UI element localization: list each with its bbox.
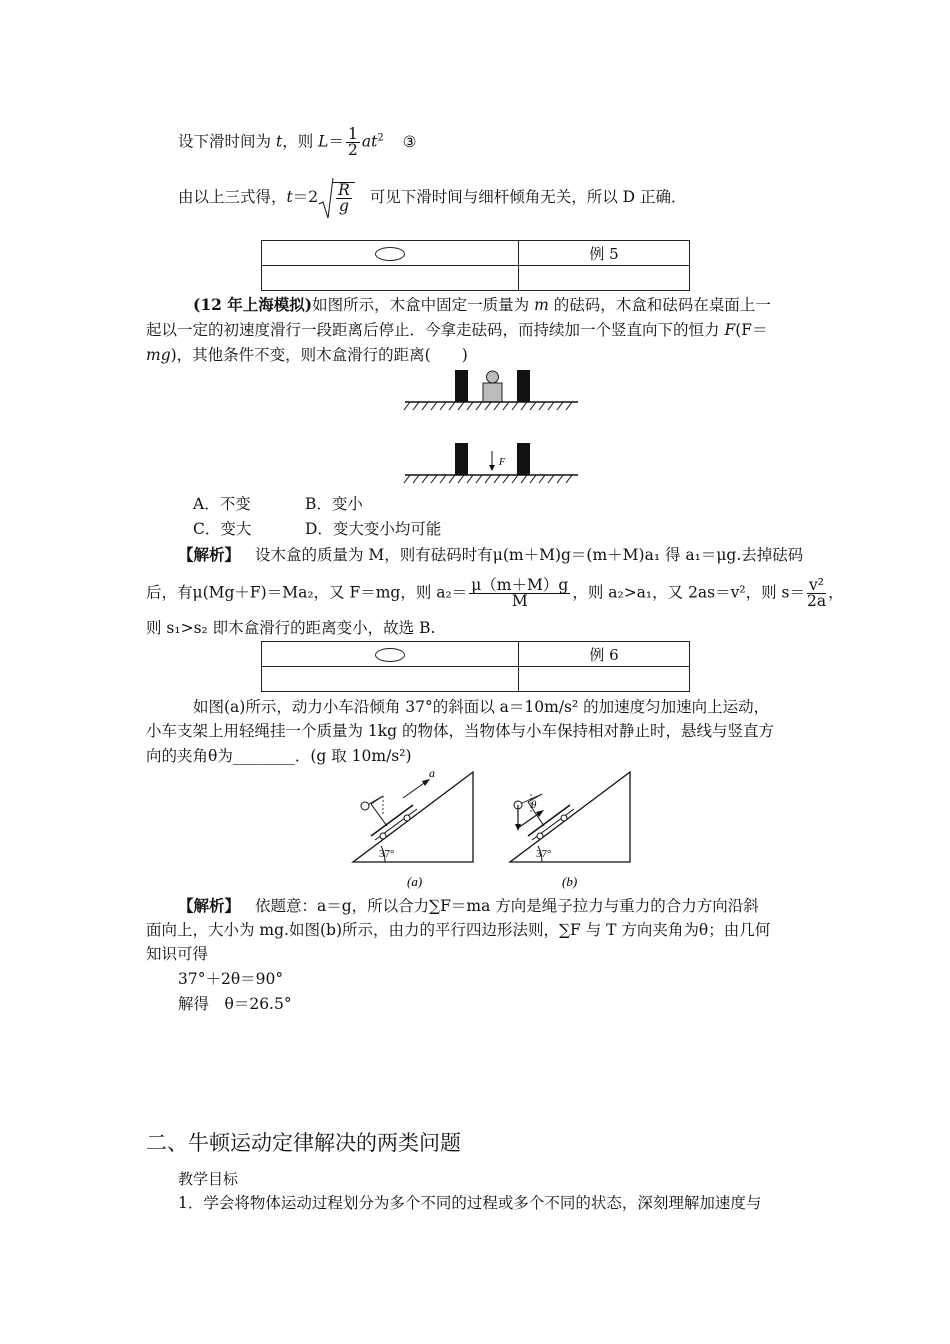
ex6-equation-2: 解得 θ＝26.5°	[178, 995, 292, 1013]
accel-arrow	[403, 781, 427, 798]
ex6-equation-1: 37°＋2θ＝90°	[178, 970, 284, 988]
solution-label: 【解析】	[178, 896, 241, 915]
box-wall-left	[455, 443, 468, 475]
var: t	[275, 132, 283, 151]
fraction	[469, 578, 570, 609]
frac-num: 1	[347, 125, 358, 143]
frac-den: g	[338, 197, 349, 215]
ground-hatch	[404, 475, 572, 483]
ex6-line1: 如图(a)所示，动力小车沿倾角 37°的斜面以 a＝10m/s² 的加速度匀加速向上运动，	[193, 698, 770, 716]
oval-icon	[375, 648, 405, 662]
options-row-2	[193, 519, 442, 539]
text: 设下滑时间为	[178, 132, 272, 151]
sqrt-icon	[318, 176, 334, 220]
oval-icon	[375, 247, 405, 261]
example-label: 例 6	[519, 642, 690, 667]
text: 如图所示，木盒中固定一质量为	[312, 296, 530, 314]
incline	[353, 772, 473, 862]
arrow-head-icon	[422, 779, 430, 786]
goal-title: 教学目标	[178, 1170, 239, 1188]
var: m	[534, 296, 549, 314]
fraction	[807, 578, 826, 609]
ex6-line2: 小车支架上用轻绳挂一个质量为 1kg 的物体，当物体与小车保持相对静止时，悬线与竖直方	[146, 722, 775, 740]
ground-hatch	[404, 402, 572, 410]
frac-num: v²	[807, 578, 826, 594]
cell	[262, 241, 519, 266]
wooden-box-figure	[400, 365, 580, 495]
slide-time-line	[178, 127, 417, 158]
wheel	[561, 815, 567, 821]
box-wall-left	[455, 370, 468, 402]
incline	[510, 772, 630, 862]
example5-header-table	[261, 240, 690, 291]
text: (F＝	[735, 321, 768, 339]
wheel	[380, 833, 386, 839]
hanging-mass	[361, 802, 369, 810]
angle-label: 37°	[536, 848, 552, 860]
text: 可见下滑时间与细杆倾角无关，所以 D 正确．	[369, 188, 687, 206]
ex6-solution-line2: 面向上，大小为 mg.如图(b)所示，由力的平行四边形法则，∑F 与 T 方向夹角为θ；由几何	[146, 921, 771, 939]
text: 的砝码，木盒和砝码在桌面上一	[553, 296, 771, 314]
frac-den: M	[511, 592, 528, 610]
text: 由以上三式得，	[178, 188, 287, 206]
ex5-solution-line1	[178, 545, 803, 565]
cart-mast	[371, 804, 387, 826]
var: at	[361, 132, 378, 151]
text: 后，有μ(Mg＋F)＝Ma₂，又 F＝mg，则 a₂＝	[146, 583, 468, 602]
figure-b-caption: (b)	[562, 874, 578, 889]
frac-den: 2	[347, 141, 358, 159]
example-label: 例 5	[519, 241, 690, 266]
text: 依题意：a＝g，所以合力∑F＝ma 方向是绳子拉力与重力的合力方向沿斜	[254, 897, 759, 915]
conclusion-line	[178, 176, 687, 220]
frac-den: 2a	[806, 592, 827, 610]
cell	[262, 266, 519, 291]
ex5-line3	[146, 345, 468, 365]
ex6-line3: 向的夹角θ为________．(g 取 10m/s²)	[146, 747, 412, 765]
cell	[519, 266, 690, 291]
text: )，其他条件不变，则木盒滑行的距离( )	[170, 346, 468, 364]
figure-b	[510, 772, 630, 862]
var: mg	[146, 346, 171, 364]
incline-figures	[345, 768, 645, 893]
frac-num: μ（m＋M）g	[471, 576, 569, 594]
weight-block	[483, 383, 502, 402]
var: F	[724, 321, 736, 339]
exp: 2	[377, 132, 384, 144]
ex5-line2	[146, 320, 768, 340]
options-row-1	[193, 494, 363, 514]
section-heading: 二、牛顿运动定律解决的两类问题	[146, 1131, 461, 1155]
force-label: F	[499, 457, 506, 468]
cell	[262, 667, 519, 692]
ex6-solution-line3: 知识可得	[146, 945, 209, 963]
text: ，则	[282, 132, 314, 151]
arrow-head-icon	[489, 465, 495, 471]
cell	[519, 667, 690, 692]
option-a: A．不变	[193, 495, 251, 513]
solution-label: 【解析】	[178, 545, 241, 564]
theta-label: θ	[531, 799, 537, 811]
source: (12 年上海模拟)	[193, 295, 313, 314]
weight-knob	[487, 371, 499, 383]
eq-mark: ③	[402, 132, 417, 151]
box-wall-right	[517, 443, 530, 475]
goal-1: 1．学会将物体运动过程划分为多个不同的过程或多个不同的状态，深刻理解加速度与	[178, 1194, 762, 1212]
text: ，	[828, 583, 844, 602]
cell	[262, 642, 519, 667]
fraction	[333, 182, 355, 214]
box-wall-right	[517, 370, 530, 402]
figure-a-caption: (a)	[407, 874, 423, 889]
figure-a	[353, 768, 473, 862]
frac-num: R	[338, 181, 350, 199]
text: 设木盒的质量为 M，则有砝码时有μ(m＋M)g＝(m＋M)a₁ 得 a₁＝μg.去掉砝码	[254, 546, 804, 564]
accel-label: a	[429, 768, 435, 780]
wheel	[404, 815, 410, 821]
ex5-solution-line2	[146, 578, 844, 609]
text: 起以一定的初速度滑行一段距离后停止．今拿走砝码，而持续加一个竖直向下的恒力	[146, 321, 720, 339]
ex6-solution-line1	[178, 896, 759, 916]
ex5-line1	[193, 295, 771, 315]
string	[369, 796, 383, 804]
example6-header-table	[261, 641, 690, 692]
var: L	[318, 132, 329, 151]
option-b: B．变小	[305, 495, 363, 513]
text: ＝	[328, 132, 344, 151]
text: 则 s₁>s₂ 即木盒滑行的距离变小，故选 B.	[146, 619, 436, 637]
text: ＝2	[292, 188, 319, 206]
var: t	[286, 188, 293, 206]
option-d: D．变大变小均可能	[305, 520, 442, 538]
sqrt	[318, 176, 357, 220]
text: ，则 a₂>a₁，又 2as＝v²，则 s＝	[572, 583, 805, 602]
ex5-solution-line3	[146, 618, 435, 638]
fraction	[346, 127, 360, 158]
option-c: C．变大	[193, 520, 252, 538]
wheel	[537, 833, 543, 839]
angle-label: 37°	[379, 848, 395, 860]
